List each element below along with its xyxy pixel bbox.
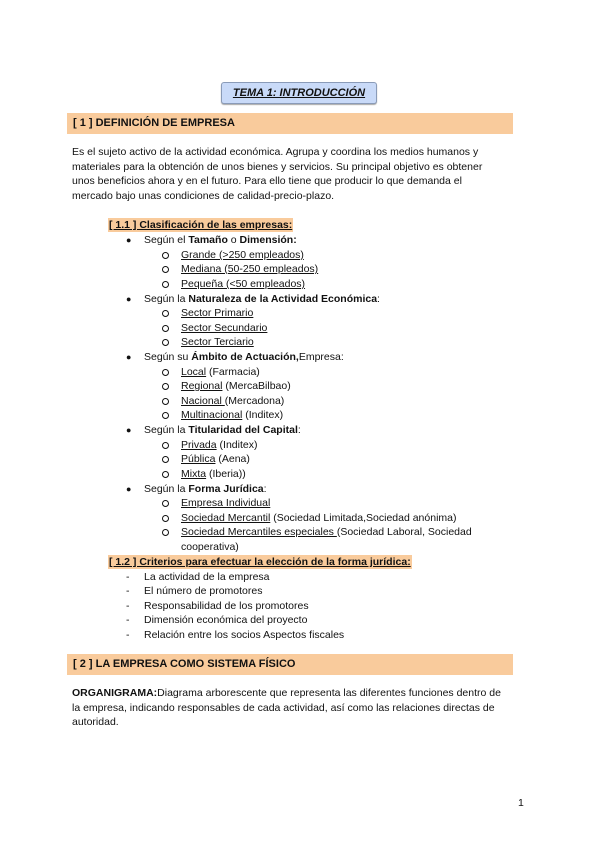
para-line: Es el sujeto activo de la actividad económica. Agrupa y coordina los medios humanos y xyxy=(72,146,479,158)
subsection-1-1-heading: [ 1.1 ] Clasificación de las empresas: xyxy=(109,219,293,231)
organigrama-paragraph: ORGANIGRAMA:Diagrama arborescente que representa las diferentes funciones dentro de la empresa, indicando responsables de cada actividad, así como las relaciones directas de autoridad. xyxy=(72,686,522,730)
list-item-continuation: cooperativa) xyxy=(181,541,239,553)
bullet-dot: ● xyxy=(126,425,132,435)
organigrama-label: ORGANIGRAMA: xyxy=(72,687,158,699)
bullet-dot: ● xyxy=(126,294,132,304)
document-page: TEMA 1: INTRODUCCIÓN [ 1 ] DEFINICIÓN DE EMPRESA Es el sujeto activo de la actividad económica. Agrupa y coordina los medios humanos y materiales para la obtención de unos bienes y servicios. Su principal objetivo es obtener unos beneficios ahora y en el futuro. Para ello tiene que producir lo que demanda el mercado bajo unas condiciones de calidad-precio-plazo. [ 1.1 ] Clasificación de las empresas: ● Según el Tamaño o Dimensión: Grande (>250 empleados) Mediana (50-250 empleados) Pequeña (<50 empleados) ● Según la Naturaleza de la Actividad Económica: Sector Primario Sector Secundario Sector Terciario ● Según su Ámbito de Actuación,Empresa: Local (Farmacia) Regional (MercaBilbao) Nacional (Mercadona) Multinacional (Inditex) ● Según la Titularidad del Capital: Privada (Inditex) Pública (Aena) Mixta (Iberia)) ● Según la Forma Jurídica: Empresa Individual Sociedad Mercantil (Sociedad Limitada,Sociedad anónima) Sociedad Mercantiles especiales (Sociedad Laboral, Sociedad cooperativa) [ 1.2 ] Criterios para efectuar la elección de la forma jurídica: - La actividad de la empresa - El número de promotores - Responsabilidad de los promotores - Dimensión económica del proyecto - Relación entre los socios Aspectos fiscales [ 2 ] LA EMPRESA COMO SISTEMA FÍSICO ORGANIGRAMA:Diagrama arborescente que representa las diferentes funciones dentro de la empresa, indicando responsables de cada actividad, así como las relaciones directas de autoridad. 1 xyxy=(0,0,600,848)
page-number: 1 xyxy=(518,797,524,809)
para-line: materiales para la obtención de unos bienes y servicios. Su principal objetivo es obtener xyxy=(72,160,483,173)
section-2-heading: [ 2 ] LA EMPRESA COMO SISTEMA FÍSICO xyxy=(67,654,513,675)
para-line: mercado bajo unas condiciones de calidad-precio-plazo. xyxy=(72,189,335,202)
para-line: unos beneficios ahora y en el futuro. Para ello tiene que producir lo que demanda el xyxy=(72,175,462,187)
subsection-1-2-heading: [ 1.2 ] Criterios para efectuar la elección de la forma jurídica: xyxy=(109,556,411,568)
bullet-dot: ● xyxy=(126,352,132,362)
bullet-dot: ● xyxy=(126,235,132,245)
section-1-heading: [ 1 ] DEFINICIÓN DE EMPRESA xyxy=(67,113,513,134)
bullet-dot: ● xyxy=(126,484,132,494)
definition-paragraph xyxy=(72,145,522,203)
para-line: autoridad. xyxy=(72,716,119,728)
page-title: TEMA 1: INTRODUCCIÓN xyxy=(221,82,377,104)
para-line: la empresa, indicando responsables de cada actividad, así como las relaciones directas de xyxy=(72,701,495,714)
